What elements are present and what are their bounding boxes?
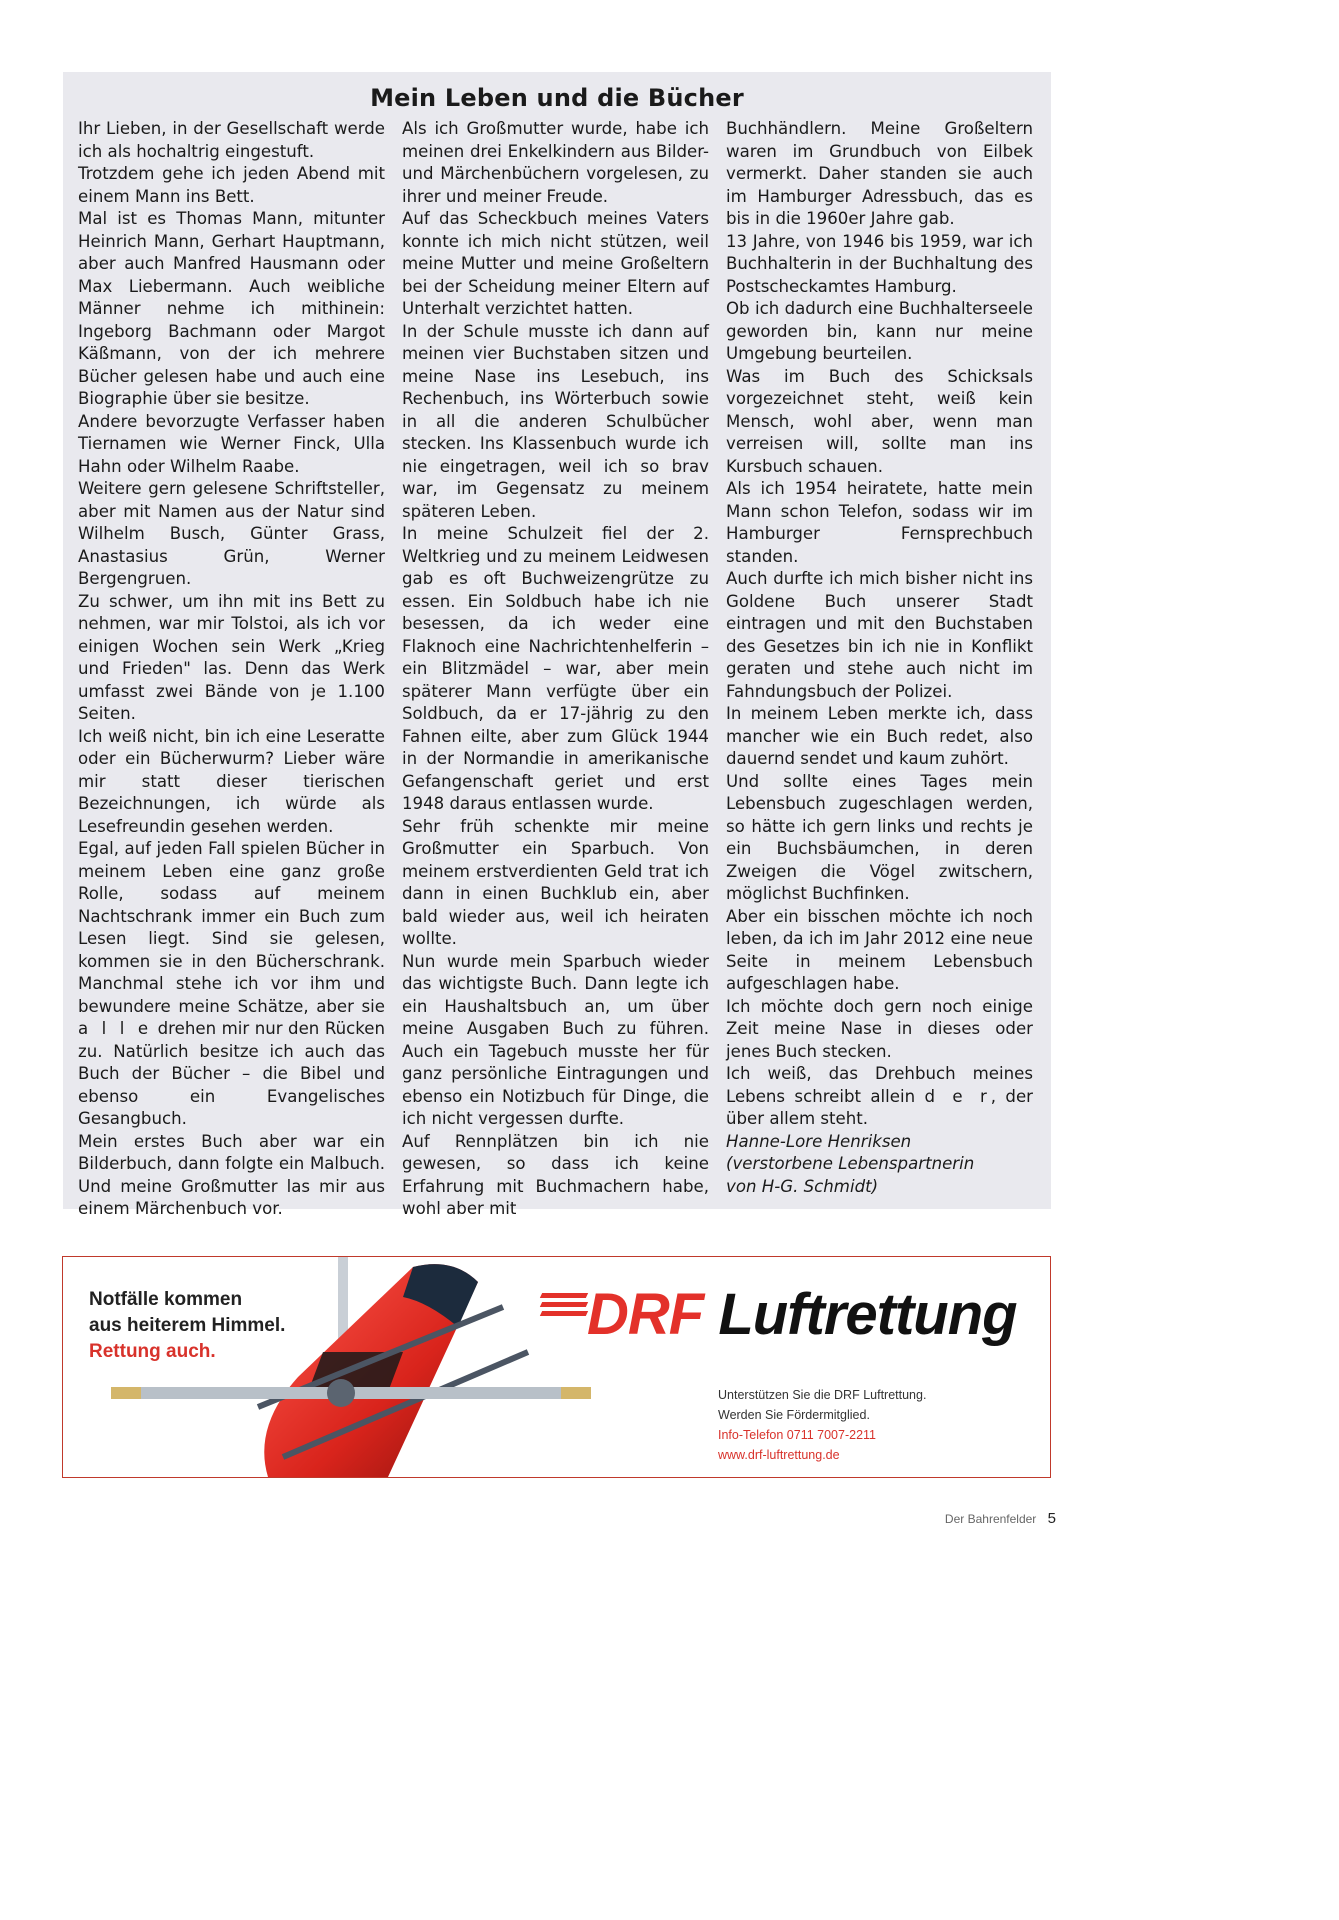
author-note: (verstorbene Lebenspartnerin	[726, 1154, 975, 1173]
paragraph: Zu schwer, um ihn mit ins Bett zu nehmen, war mir Tolstoi, als ich vor einigen Wochen sein Werk „Krieg und Frieden" las. Denn das Werk umfasst zwei Bände von je 1.100 Seiten.	[78, 591, 385, 723]
article-title: Mein Leben und die Bücher	[370, 84, 744, 112]
paragraph: Nun wurde mein Sparbuch wieder das wichtigste Buch. Dann legte ich ein Haushaltsbuch an, um über meine Ausgaben Buch zu führen. Auch ein Tagebuch musste her für ganz persönliche Eintragungen und ebenso ein Notizbuch für Dinge, die ich nicht vergessen durfte.	[402, 951, 709, 1128]
publication-name: Der Bahrenfelder	[944, 1512, 1037, 1526]
slogan-line: aus heiterem Himmel.	[89, 1315, 286, 1336]
emphasis-text: d e r	[924, 1086, 991, 1106]
paragraph: Ob ich dadurch eine Buchhalterseele geworden bin, kann nur meine Umgebung beurteilen.	[726, 299, 1033, 363]
paragraph: Andere bevorzugte Verfasser haben Tiernamen wie Werner Finck, Ulla Hahn oder Wilhelm Raabe.	[78, 411, 385, 476]
paragraph: Und sollte eines Tages mein Lebensbuch zugeschlagen werden, so hätte ich gern links und rechts je ein Buchsbäumchen, in deren Zweigen die Vögel zwitschern, möglichst Buchfinken.	[726, 771, 1033, 903]
drf-logo-word: Luftrettung	[718, 1282, 1017, 1347]
paragraph: Mal ist es Thomas Mann, mitunter Heinrich Mann, Gerhart Hauptmann, aber auch Manfred Hausmann oder Max Liebermann. Auch weibliche Männer nehme ich mithinein: Ingeborg Bachmann oder Margot Käßmann, von der ich mehrere Bücher gelesen habe und auch eine Biographie über sie besitze.	[78, 209, 385, 408]
ad-info-line: Werden Sie Fördermitglied.	[718, 1408, 870, 1422]
drf-speed-stripes-icon	[541, 1293, 587, 1329]
drf-advertisement	[62, 1256, 1051, 1478]
paragraph	[726, 1063, 1033, 1131]
paragraph: Trotzdem gehe ich jeden Abend mit einem Mann ins Bett.	[78, 164, 385, 206]
page-footer	[945, 1510, 1056, 1527]
paragraph: Ich weiß nicht, bin ich eine Leseratte oder ein Bücherwurm? Lieber wäre mir statt dieser tierischen Bezeichnungen, ich würde als Lesefreundin gesehen werden.	[78, 726, 385, 836]
emphasis-text: a l l e	[78, 1019, 153, 1038]
drf-logo-abbr: DRF	[587, 1282, 704, 1347]
paragraph: Was im Buch des Schicksals vorgezeichnet steht, weiß kein Mensch, wohl aber, wenn man verreisen will, sollte man ins Kursbuch schauen.	[726, 366, 1033, 476]
paragraph: In der Schule musste ich dann auf meinen vier Buchstaben sitzen und meine Nase ins Lesebuch, ins Rechenbuch, ins Wörterbuch sowie in all die anderen Schulbücher stecken. Ins Klassenbuch wurde ich nie eingetragen, weil ich so brav war, im Gegensatz zu meinem späteren Leben.	[402, 321, 709, 521]
paragraph-text: , der über allem steht.	[726, 1086, 1033, 1128]
paragraph: Als ich 1954 heiratete, hatte mein Mann schon Telefon, sodass wir im Hamburger Fernsprechbuch standen.	[726, 479, 1033, 566]
paragraph: Mein erstes Buch aber war ein Bilderbuch, dann folgte ein Malbuch. Und meine Großmutter las mir aus einem Märchenbuch vor.	[78, 1131, 385, 1218]
paragraph	[78, 838, 385, 1131]
paragraph: Aber ein bisschen möchte ich noch leben, da ich im Jahr 2012 eine neue Seite in meinem Lebensbuch aufgeschlagen habe.	[726, 906, 1033, 993]
paragraph: Auf das Scheckbuch meines Vaters konnte ich mich nicht stützen, weil meine Mutter und meine Großeltern bei der Scheidung meiner Eltern auf Unterhalt verzichtet hatten.	[402, 209, 709, 318]
author-name: Hanne-Lore Henriksen	[726, 1131, 912, 1151]
ad-info-line: Unterstützen Sie die DRF Luftrettung.	[718, 1388, 927, 1402]
paragraph: 13 Jahre, von 1946 bis 1959, war ich Buchhalterin in der Buchhaltung des Postscheckamtes Hamburg.	[726, 231, 1033, 296]
paragraph: In meine Schulzeit fiel der 2. Weltkrieg und zu meinem Leidwesen gab es oft Buchweizengrütze zu essen. Ein Soldbuch habe ich nie besessen, da ich weder eine Flaknoch eine Nachrichtenhelferin – ein Blitzmädel – war, aber mein späterer Mann verfügte über ein Soldbuch, da er 17-jährig zu den Fahnen eilte, aber zum Glück 1944 in der Normandie in amerikanische Gefangenschaft geriet und erst 1948 daraus entlassen wurde.	[402, 524, 709, 813]
ad-phone: Info-Telefon 0711 7007-2211	[718, 1428, 876, 1442]
paragraph: Sehr früh schenkte mir meine Großmutter ein Sparbuch. Von meinem erstverdienten Geld trat ich dann in einen Buchklub ein, aber bald wieder aus, weil ich heiraten wollte.	[402, 816, 709, 948]
author-note: von H-G. Schmidt)	[726, 1176, 879, 1196]
paragraph: In meinem Leben merkte ich, dass mancher wie ein Buch redet, also dauernd sendet und kaum zuhört.	[726, 704, 1033, 768]
article-column-1	[78, 118, 385, 1221]
ad-website-link[interactable]: www.drf-luftrettung.de	[718, 1448, 840, 1462]
article-box	[63, 72, 1051, 1218]
article-column-3	[726, 118, 1033, 1198]
paragraph: Auf Rennplätzen bin ich nie gewesen, so dass ich keine Erfahrung mit Buchmachern habe, wohl aber mit	[402, 1131, 709, 1218]
paragraph-text: drehen mir nur den Rücken zu. Natürlich besitze ich auch das Buch der Bücher – die Bibel und ebenso ein Evangelisches Gesangbuch.	[78, 1019, 385, 1128]
article-column-2	[402, 118, 709, 1221]
paragraph: Weitere gern gelesene Schriftsteller, aber mit Namen aus der Natur sind Wilhelm Busch, Günter Grass, Anastasius Grün, Werner Bergengruen.	[78, 479, 385, 588]
slogan-line: Notfälle kommen	[89, 1289, 243, 1310]
drf-wordmark	[587, 1281, 1017, 1348]
paragraph-text: Egal, auf jeden Fall spielen Bücher in meinem Leben eine ganz große Rolle, sodass auf meinem Nachtschrank immer ein Buch zum Lesen liegt. Sind sie gelesen, kommen sie in den Bücherschrank. Manchmal stehe ich vor ihm und bewundere meine Schätze, aber sie	[78, 839, 385, 1016]
paragraph: Ihr Lieben, in der Gesellschaft werde ich als hochaltrig eingestuft.	[78, 119, 385, 161]
ad-info	[718, 1385, 926, 1465]
paragraph: Auch durfte ich mich bisher nicht ins Goldene Buch unserer Stadt eintragen und mit den Buchstaben des Gesetzes bin ich nie in Konflikt geraten und stehe auch nicht im Fahndungsbuch der Polizei.	[726, 569, 1033, 701]
paragraph: Als ich Großmutter wurde, habe ich meinen drei Enkelkindern aus Bilder- und Märchenbüchern vorgelesen, zu ihrer und meiner Freude.	[402, 119, 709, 206]
paragraph: Ich möchte doch gern noch einige Zeit meine Nase in dieses oder jenes Buch stecken.	[726, 996, 1033, 1061]
ad-slogan	[89, 1287, 285, 1365]
page-number: 5	[1047, 1510, 1056, 1527]
paragraph: Buchhändlern. Meine Großeltern waren im Grundbuch von Eilbek vermerkt. Daher standen sie auch im Hamburger Adressbuch, das es bis in die 1960er Jahre gab.	[726, 119, 1033, 228]
paragraph-text: Ich weiß, das Drehbuch meines Lebens schreibt allein	[726, 1064, 1033, 1106]
slogan-highlight: Rettung auch.	[89, 1341, 216, 1362]
